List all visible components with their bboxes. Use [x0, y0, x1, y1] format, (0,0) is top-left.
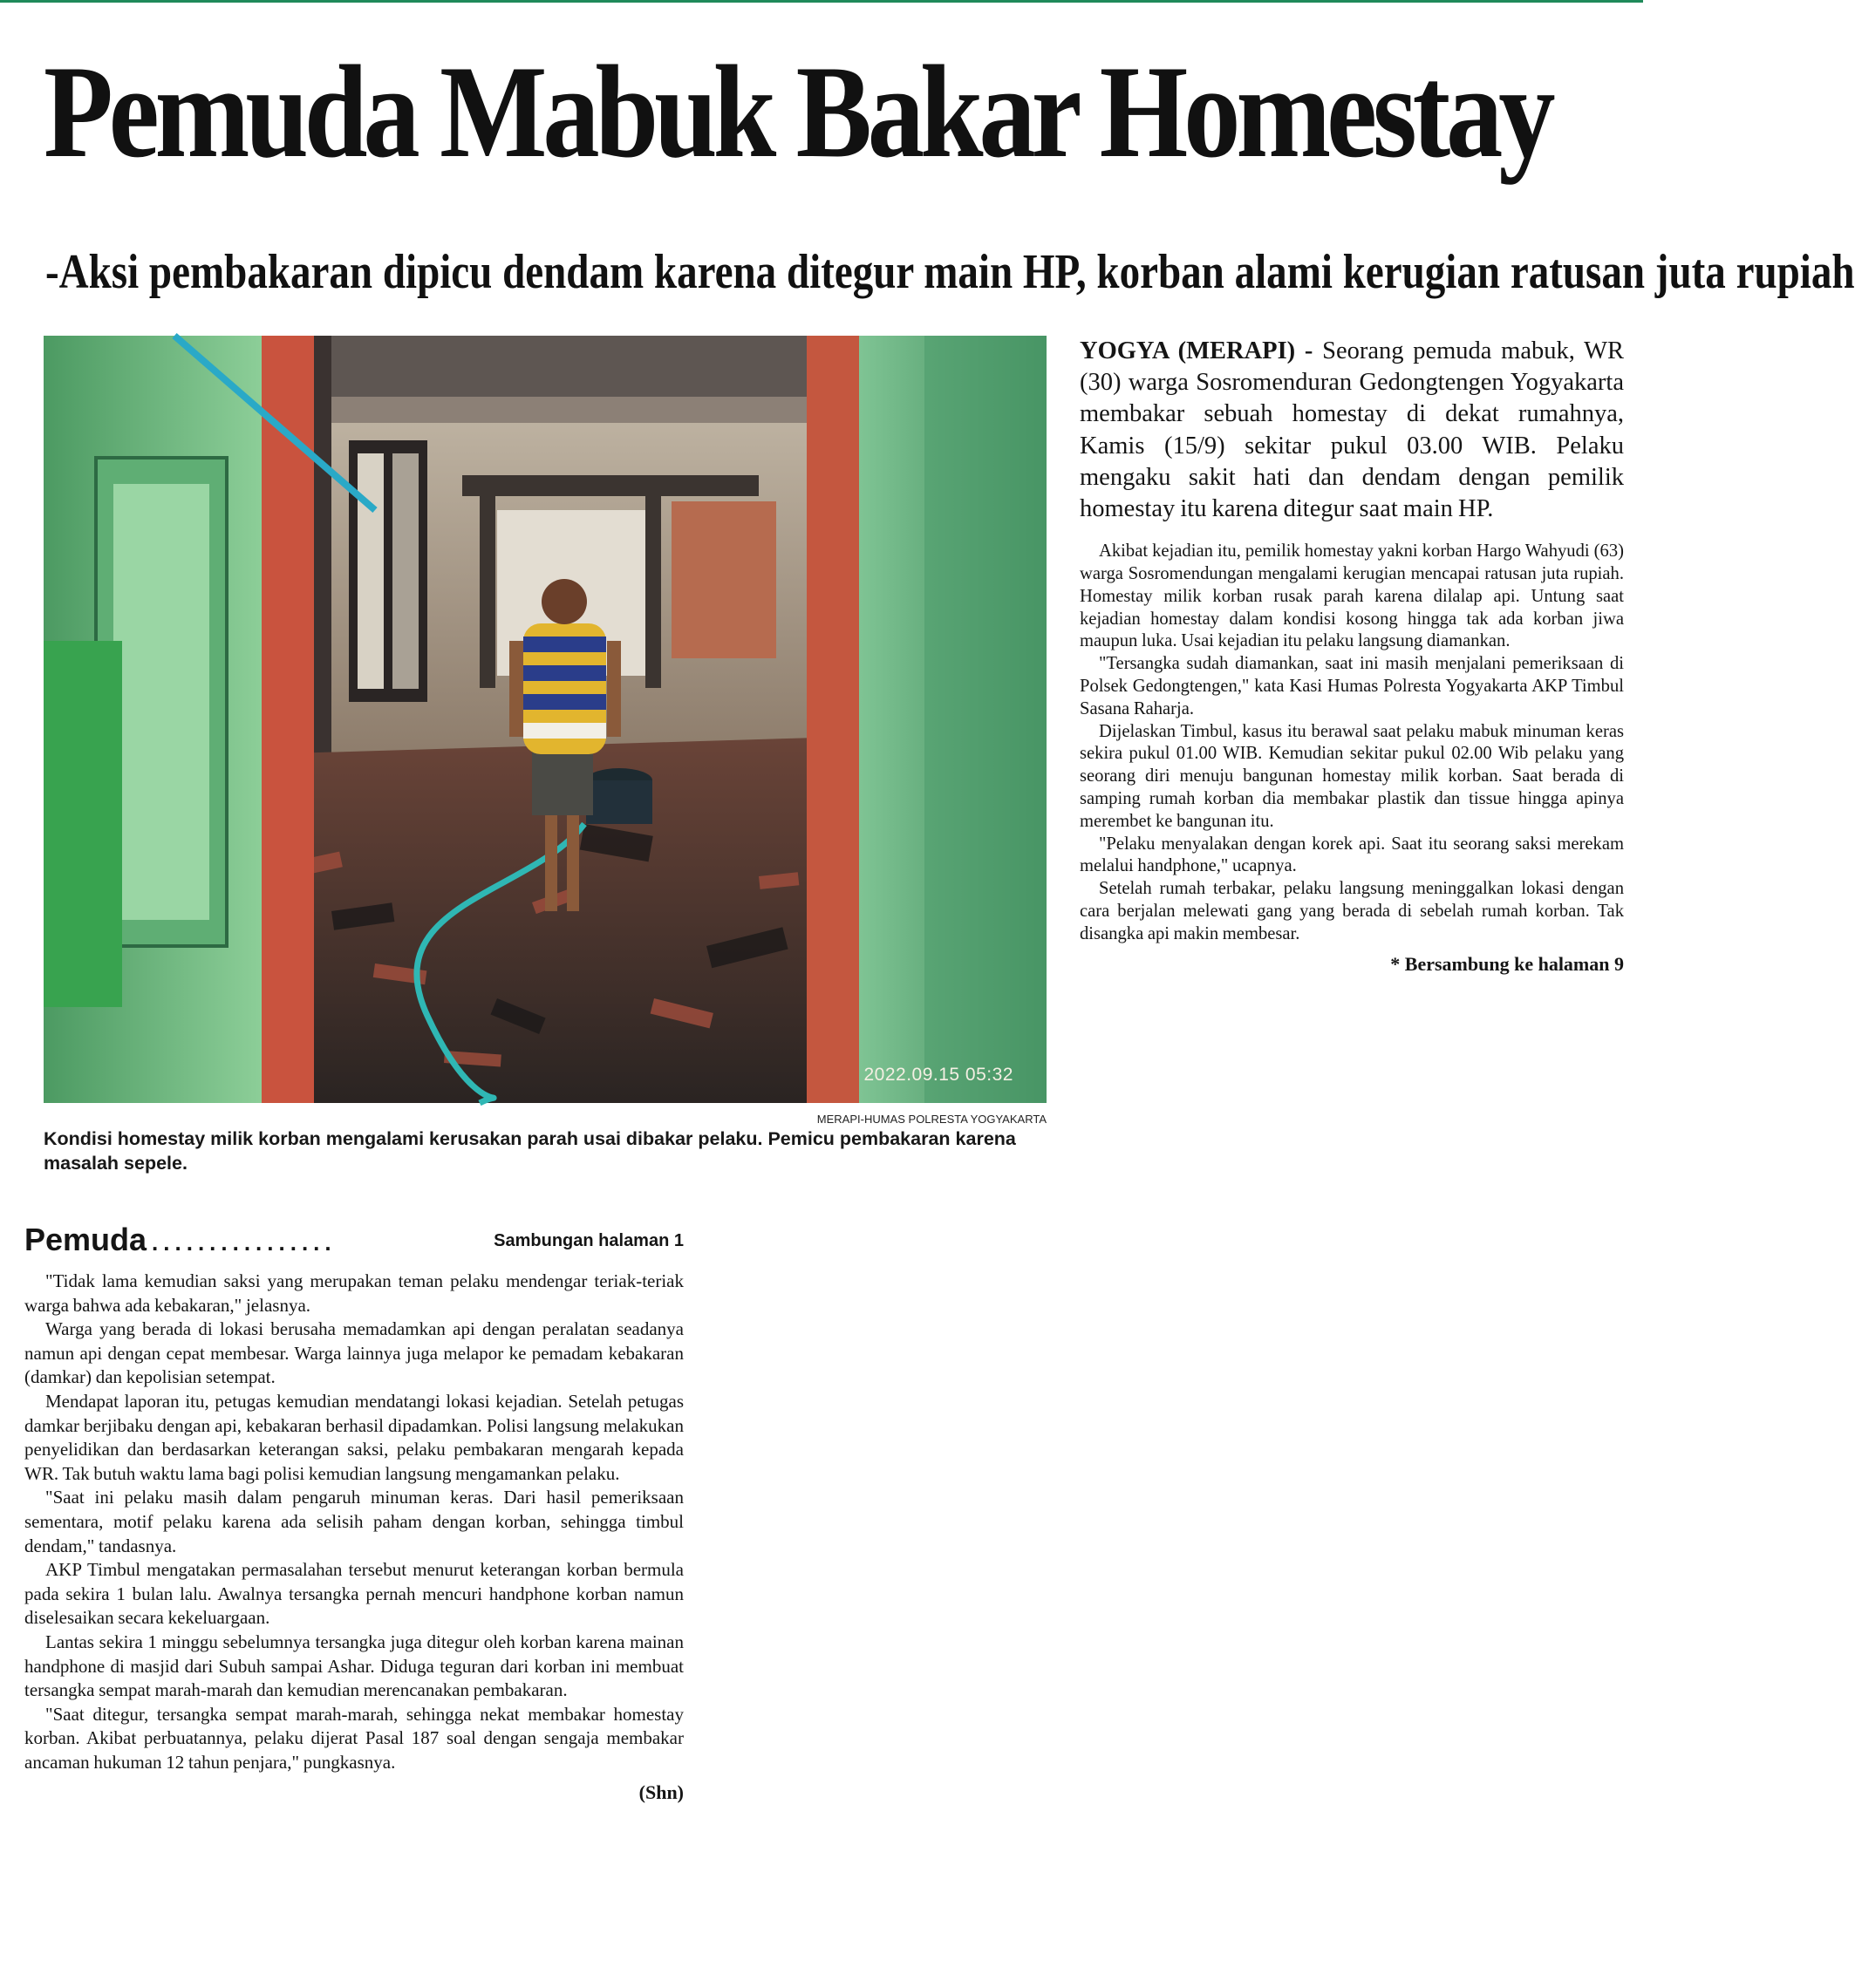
photo-caption: Kondisi homestay milik korban mengalami kerusakan parah usai dibakar pelaku. Pemicu pembakaran karena masalah sepele.	[44, 1128, 1016, 1174]
article-column	[1080, 336, 1624, 976]
photo-credit: MERAPI-HUMAS POLRESTA YOGYAKARTA	[816, 1113, 1047, 1126]
lead-paragraph	[1080, 336, 1624, 525]
continued-note: * Bersambung ke halaman 9	[1390, 952, 1624, 975]
author-initials: (Shn)	[638, 1781, 684, 1804]
continuation-paragraph: "Tidak lama kemudian saksi yang merupakan teman pelaku mendengar teriak-teriak warga bahwa ada kebakaran," jelasnya.	[24, 1270, 684, 1316]
continuation-title: Pemuda	[24, 1222, 147, 1257]
burned-room-illustration	[44, 336, 1047, 1103]
continuation-page-ref: Sambungan halaman 1	[494, 1231, 684, 1250]
leader-dots: ................	[152, 1229, 337, 1256]
continuation-paragraph: Lantas sekira 1 minggu sebelumnya tersangka juga ditegur oleh korban karena mainan handphone di masjid dari Subuh sampai Ashar. Diduga teguran dari korban ini membuat tersangka sempat marah-marah dan kemudian merencanakan pembakaran.	[24, 1631, 684, 1701]
continuation-header	[24, 1221, 684, 1263]
continuation-paragraph: "Saat ini pelaku masih dalam pengaruh minuman keras. Dari hasil pemeriksaan sementara, motif pelaku karena ada selisih paham dengan korban, sehingga timbul dendam," tandasnya.	[24, 1487, 684, 1556]
article-paragraph: Dijelaskan Timbul, kasus itu berawal saat pelaku mabuk minuman keras sekira pukul 01.00 WIB. Kemudian sekitar pukul 02.00 Wib pelaku yang seorang diri menuju bangunan homestay milik korban. Saat berada di samping rumah korban dia membakar plastik dan tissue hingga apinya merembet ke bangunan itu.	[1080, 721, 1624, 831]
news-photo	[44, 336, 1047, 1103]
lead-text: Seorang pemuda mabuk, WR (30) warga Sosromenduran Gedongtengen Yogyakarta membakar sebuah homestay di dekat rumahnya, Kamis (15/9) sekitar pukul 03.00 WIB. Pelaku mengaku sakit hati dan dendam dengan pemilik homestay itu karena ditegur saat main HP.	[1080, 337, 1624, 523]
dateline: YOGYA (MERAPI) -	[1080, 337, 1313, 364]
article-paragraph: "Tersangka sudah diamankan, saat ini masih menjalani pemeriksaan di Polsek Gedongtengen," kata Kasi Humas Polresta Yogyakarta AKP Timbul Sasana Raharja.	[1080, 654, 1624, 718]
continuation-paragraph: Mendapat laporan itu, petugas kemudian mendatangi lokasi kejadian. Setelah petugas damkar berjibaku dengan api, kebakaran berhasil dipadamkan. Polisi langsung melakukan penyelidikan dan berdasarkan keterangan saksi, pelaku pembakaran mengarah kepada WR. Tak butuh waktu lama bagi polisi kemudian langsung mengamankan pelaku.	[24, 1390, 684, 1484]
article-paragraph: Akibat kejadian itu, pemilik homestay yakni korban Hargo Wahyudi (63) warga Sosromendungan mengalami kerugian mencapai ratusan juta rupiah. Homestay milik korban rusak parah karena dilalap api. Untung saat kejadian homestay dalam kondisi kosong hingga tak ada korban jiwa maupun luka. Usai kejadian itu pelaku langsung diamankan.	[1080, 541, 1624, 651]
headline: Pemuda Mabuk Bakar Homestay	[44, 38, 1552, 185]
article-paragraph: Setelah rumah terbakar, pelaku langsung meninggalkan lokasi dengan cara berjalan melewati gang yang berada di sebelah rumah korban. Tak disangka api makin membesar.	[1080, 879, 1624, 943]
continuation-section	[24, 1221, 684, 1804]
subheadline: -Aksi pembakaran dipicu dendam karena ditegur main HP, korban alami kerugian ratusan juta rupiah	[45, 245, 1855, 299]
top-rule	[0, 0, 1643, 3]
continuation-paragraph: AKP Timbul mengatakan permasalahan tersebut menurut keterangan korban bermula pada sekira 1 bulan lalu. Awalnya tersangka pernah mencuri handphone korban namun diselesaikan secara kekeluargaan.	[24, 1559, 684, 1629]
photo-timestamp: 2022.09.15 05:32	[863, 1065, 1013, 1085]
continuation-paragraph: "Saat ditegur, tersangka sempat marah-marah, sehingga nekat membakar homestay korban. Akibat perbuatannya, pelaku dijerat Pasal 187 soal dengan sengaja membakar ancaman hukuman 12 tahun penjara," pungkasnya.	[24, 1703, 684, 1773]
continuation-paragraph: Warga yang berada di lokasi berusaha memadamkan api dengan peralatan seadanya namun api dengan cepat membesar. Warga lainnya juga melapor ke pemadam kebakaran (damkar) dan kepolisian setempat.	[24, 1318, 684, 1388]
article-paragraph: "Pelaku menyalakan dengan korek api. Saat itu seorang saksi merekam melalui handphone," ucapnya.	[1080, 834, 1624, 876]
continuation-body	[24, 1270, 684, 1774]
